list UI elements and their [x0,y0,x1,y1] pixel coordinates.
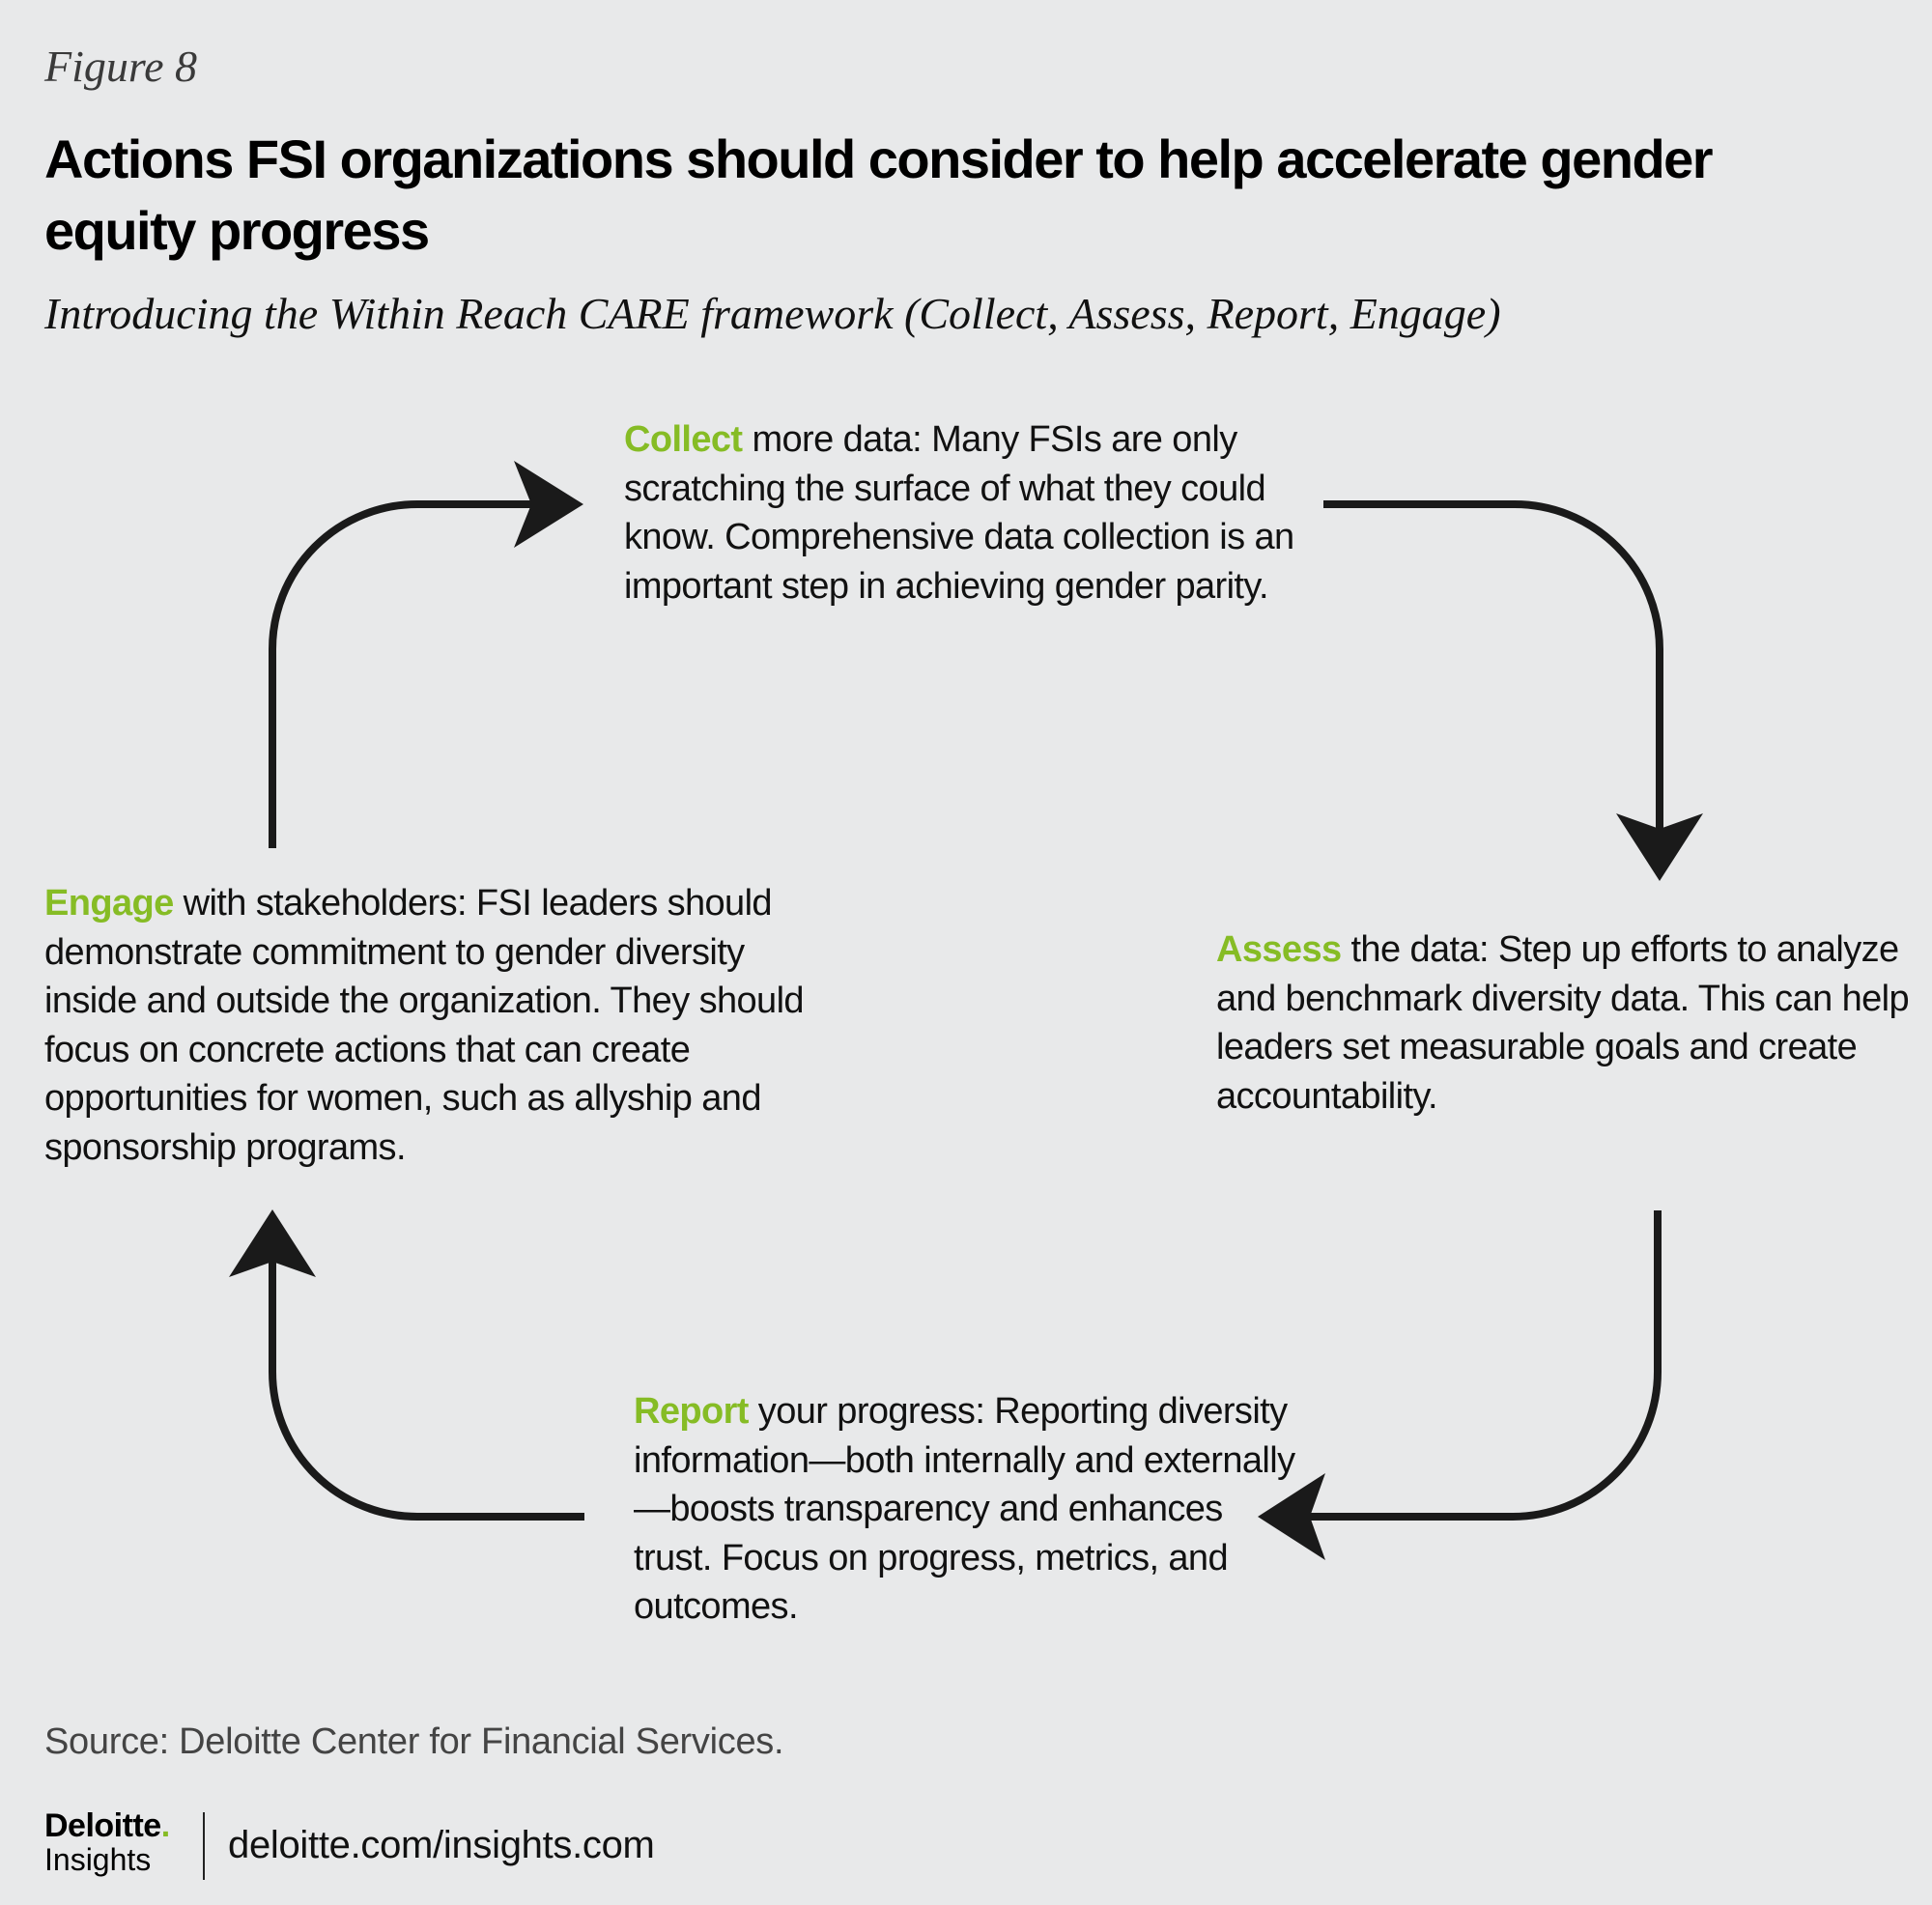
step-engage-keyword: Engage [44,883,174,924]
logo-wordmark [44,1808,170,1843]
arrow-engage-to-collect [272,504,533,848]
footer-divider [203,1812,205,1880]
figure-label: Figure 8 [44,42,197,91]
arrow-collect-to-assess [1323,504,1660,833]
step-report-text: your progress: Reporting diversity information—both internally and externally—boosts transparency and enhances trust. Focus on progress, metrics, and outcomes. [634,1391,1295,1627]
step-engage-text: with stakeholders: FSI leaders should demonstrate commitment to gender diversity inside and outside the organization. They should focus on concrete actions that can create opportunities for women, such as allyship and sponsorship programs. [44,883,804,1168]
step-report-keyword: Report [634,1391,749,1432]
step-assess [1216,925,1912,1121]
deloitte-insights-logo [44,1808,170,1876]
step-collect-keyword: Collect [624,419,743,460]
step-assess-text: the data: Step up efforts to analyze and benchmark diversity data. This can help leaders set measurable goals and create accountability. [1216,929,1910,1117]
footer-url: deloitte.com/insights.com [228,1824,655,1866]
logo-subtitle: Insights [44,1842,152,1877]
logo-word: Deloitte [44,1807,161,1844]
step-assess-keyword: Assess [1216,929,1342,970]
logo-green-dot: . [160,1807,170,1844]
step-collect-text: more data: Many FSIs are only scratching the surface of what they could know. Comprehensive data collection is an important step in achieving gender parity. [624,419,1294,607]
figure-title: Actions FSI organizations should consider to help accelerate gender equity progress [44,128,1713,261]
figure-subtitle: Introducing the Within Reach CARE framework (Collect, Assess, Report, Engage) [44,289,1501,338]
source-note: Source: Deloitte Center for Financial Services. [44,1721,784,1762]
step-engage [44,879,817,1172]
arrow-assess-to-report [1304,1210,1658,1517]
arrow-report-to-engage [272,1258,584,1517]
step-report [634,1387,1310,1632]
step-collect [624,415,1358,611]
